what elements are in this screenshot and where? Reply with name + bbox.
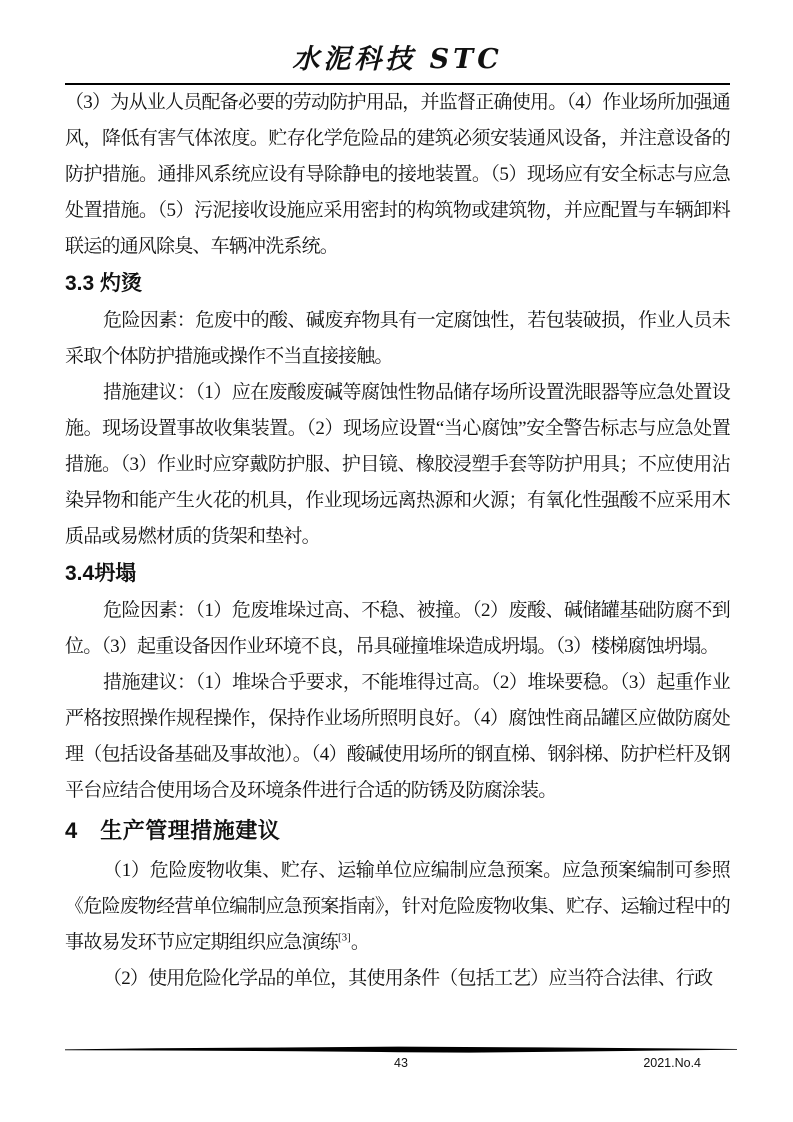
page-footer xyxy=(65,1046,737,1072)
journal-title: 水泥科技 STC xyxy=(292,44,503,75)
paragraph-emergency-plan-text: （1）危险废物收集、贮存、运输单位应编制应急预案。应急预案编制可参照《危险废物经营单位编制应急预案指南》，针对危险废物收集、贮存、运输过程中的事故易发环节应定期组织应急演练 xyxy=(65,860,730,953)
section-heading-3-3-scald: 3.3 灼烫 xyxy=(65,272,143,295)
paragraph-emergency-plan xyxy=(65,853,730,961)
paragraph-collapse-risk-factors: 危险因素：（1）危废堆垛过高、不稳、被撞。（2）废酸、碱储罐基础防腐不到位。（3）起重设备因作业环境不良，吊具碰撞堆垛造成坍塌。（3）楼梯腐蚀坍塌。 xyxy=(65,600,730,657)
paragraph-scald-risk-factors: 危险因素：危废中的酸、碱废弃物具有一定腐蚀性，若包装破损，作业人员未采取个体防护措施或操作不当直接接触。 xyxy=(65,310,730,367)
footer-rule xyxy=(65,1046,737,1054)
citation-reference-3: [3] xyxy=(338,931,351,944)
paragraph-scald-recommendations: 措施建议：（1）应在废酸废碱等腐蚀性物品储存场所设置洗眼器等应急处置设施。现场设置事故收集装置。（2）现场应设置“当心腐蚀”安全警告标志与应急处置措施。（3）作业时应穿戴防护服、护目镜、橡胶浸塑手套等防护用具；不应使用沾染异物和能产生火花的机具，作业现场远离热源和火源；有氧化性强酸不应采用木质品或易燃材质的货架和垫衬。 xyxy=(65,382,730,547)
paragraph-collapse-recommendations: 措施建议：（1）堆垛合乎要求，不能堆得过高。（2）堆垛要稳。（3）起重作业严格按照操作规程操作，保持作业场所照明良好。（4）腐蚀性商品罐区应做防腐处理（包括设备基础及事故池）。（4）酸碱使用场所的钢直梯、钢斜梯、防护栏杆及钢平台应结合使用场合及环境条件进行合适的防锈及防腐涂装。 xyxy=(65,672,730,801)
paragraph-hazardous-chemicals-use: （2）使用危险化学品的单位，其使用条件（包括工艺）应当符合法律、行政 xyxy=(103,968,713,989)
page-header xyxy=(65,0,730,85)
footer-text-row xyxy=(65,1054,737,1072)
document-body xyxy=(65,85,730,997)
paragraph-safety-measures-continuation: （3）为从业人员配备必要的劳动防护用品，并监督正确使用。（4）作业场所加强通风，降低有害气体浓度。贮存化学危险品的建筑必须安装通风设备，并注意设备的防护措施。通排风系统应设有导除静电的接地装置。（5）现场应有安全标志与应急处置措施。（5）污泥接收设施应采用密封的构筑物或建筑物，并应配置与车辆卸料联运的通风除臭、车辆冲洗系统。 xyxy=(65,92,730,257)
paragraph-emergency-plan-period: 。 xyxy=(350,932,370,953)
section-heading-3-4-collapse: 3.4坍塌 xyxy=(65,562,137,585)
page-number: 43 xyxy=(394,1056,408,1070)
issue-number: 2021.No.4 xyxy=(643,1056,701,1070)
chapter-heading-4-production-management: 4 生产管理措施建议 xyxy=(65,818,281,843)
